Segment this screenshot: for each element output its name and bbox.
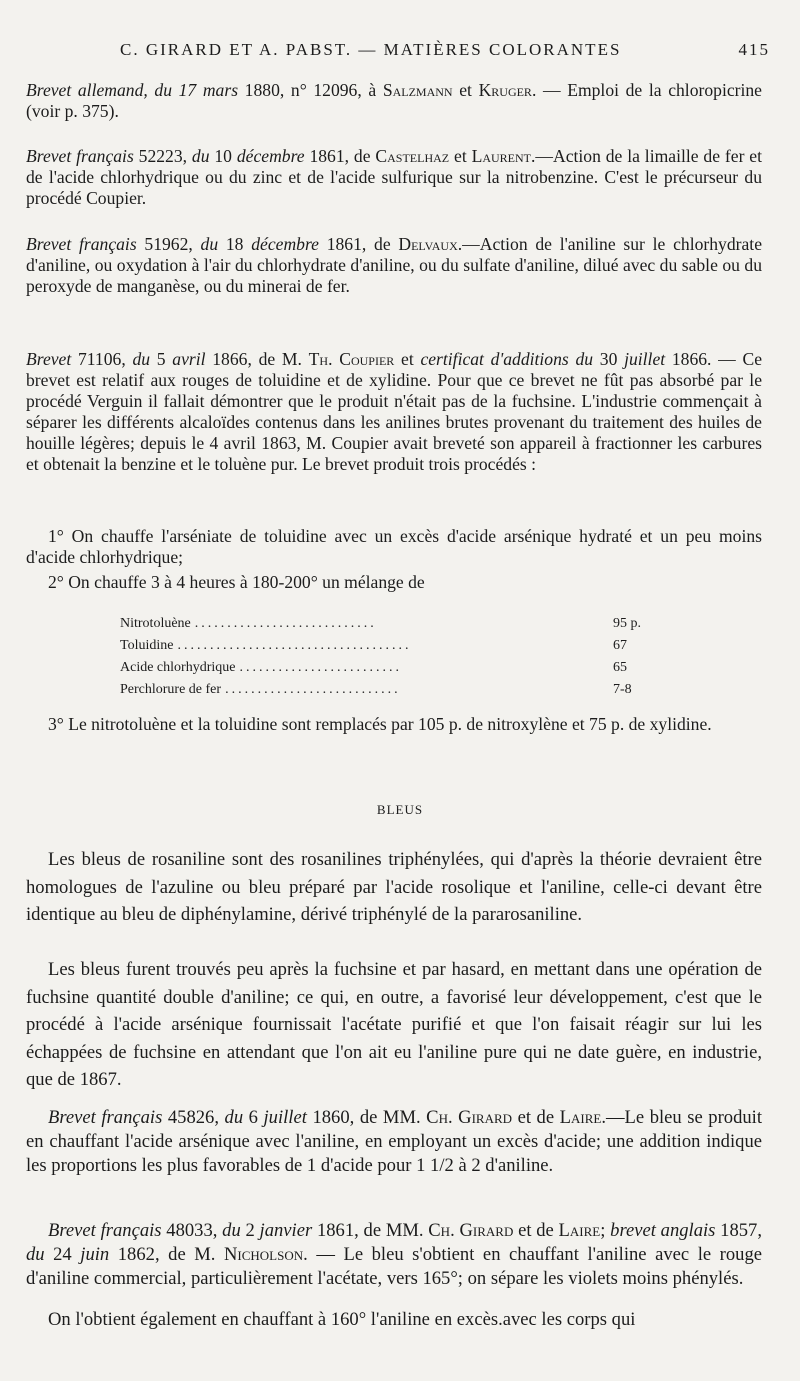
patent-text: . — Le bleu s'obtient en chauffant l'aniline avec le rouge d'aniline commercial, particulièrement l'acétate, vers 165°; on sépare les violets moins phénylés. <box>26 1244 762 1289</box>
patent-text: 51962, <box>136 234 201 254</box>
patent-text: et de <box>513 1220 559 1241</box>
ingredient-name: Toluidine <box>120 638 174 653</box>
patent-text: .—Le bleu se produit en chauffant l'acide arsénique avec l'aniline, en employant un excès d'acide; une addition indique les proportions les plus favorables de 1 d'acide pour 1 1/2 à 2 d'aniline. <box>26 1107 762 1176</box>
patent-text: 30 <box>593 349 625 369</box>
continuation-paragraph: On l'obtient également en chauffant à 160° l'aniline en excès.avec les corps qui <box>48 1309 636 1330</box>
patentee-name: Delvaux <box>398 234 458 254</box>
patent-text: . — Emploi de la chloropicrine (voir p. 375). <box>26 80 762 121</box>
procedure-item-3: 3° Le nitrotoluène et la toluidine sont remplacés par 105 p. de nitroxylène et 75 p. de xylidine. <box>48 714 712 734</box>
patent-text: et <box>449 146 472 166</box>
patent-text: juin <box>80 1244 110 1265</box>
patent-text: 24 <box>44 1244 81 1265</box>
patent-text: juillet <box>263 1107 307 1128</box>
patent-text: 1861, de <box>304 146 376 166</box>
patent-text: 1866. — Ce brevet est relatif aux rouges de toluidine et de xylidine. Pour que ce brevet ne fût pas absorbé par le procédé Verguin il fallait démontrer que le produit n'était pas de la fuchsine. L'industrie commençait à séparer les différents alcaloïdes contenus dans les anilines brutes provenant du traitement des huiles de houille légères; depuis le 4 avril 1863, M. Coupier avait breveté son appareil à fractionner les carbures et obtenait la benzine et le toluène pur. Le brevet produit trois procédés : <box>26 349 763 474</box>
patent-text: .—Action de la limaille de fer et de l'acide chlorhydrique ou du zinc et de l'acide sulfurique sur la nitrobenzine. C'est le précurseur du procédé Coupier. <box>26 146 762 208</box>
section-paragraph-2: Les bleus furent trouvés peu après la fuchsine et par hasard, en mettant dans une opération de fuchsine quantité double d'aniline; ce qui, en outre, a favorisé leur développement, c'est que le procédé à l'acide arsénique fournissait l'acétate purifié et que l'on faisait réagir sur lui les échappées de fuchsine en attendant que l'on ait eu l'aniline pure qui ne date guère, en industrie, que de 1867. <box>26 959 762 1090</box>
patent-text: 18 <box>218 234 252 254</box>
table-row <box>120 679 665 701</box>
patent-entry-girard-1861 <box>26 1219 762 1291</box>
patent-label: Brevet français <box>48 1220 162 1241</box>
patent-text: avril <box>172 349 206 369</box>
patent-text: 6 <box>243 1107 264 1128</box>
page-number: 415 <box>738 40 770 59</box>
patent-text: 1860, de MM. <box>306 1107 427 1128</box>
procedure-item-2: 2° On chauffe 3 à 4 heures à 180-200° un mélange de <box>48 572 425 592</box>
ingredient-quantity: 65 <box>613 660 627 675</box>
patent-text: 48033, <box>161 1220 223 1241</box>
patent-text: 2 <box>240 1220 260 1241</box>
patent-text: décembre <box>251 234 319 254</box>
patent-text: brevet anglais <box>610 1220 716 1241</box>
patent-text: 10 <box>209 146 237 166</box>
patent-text: 52223, <box>133 146 192 166</box>
patent-text: 1880, n° 12096, à <box>238 80 383 100</box>
section-paragraph-1: Les bleus de rosaniline sont des rosanilines triphénylées, qui d'après la théorie devraient être homologues de l'azuline ou bleu préparé par l'acide rosolique et l'aniline, celle-ci devant être identique au bleu de diphénylamine, dérivé triphénylé de la pararosaniline. <box>26 849 762 925</box>
patentee-name: Castelhaz <box>375 146 450 166</box>
patent-text: et de <box>512 1107 560 1128</box>
patentee-name: Ch. Girard <box>428 1220 514 1241</box>
patent-entry-castelhaz <box>26 146 762 209</box>
patent-text: 71106, <box>71 349 133 369</box>
patent-text: 1857, <box>715 1220 762 1241</box>
patent-text: et <box>452 80 479 100</box>
patentee-name: Kruger <box>478 80 532 100</box>
patent-text: 1861, de MM. <box>312 1220 429 1241</box>
patent-text: du <box>224 1107 244 1128</box>
patent-text: janvier <box>259 1220 313 1241</box>
patent-label: Brevet français <box>26 234 137 254</box>
patent-text: 45826, <box>162 1107 225 1128</box>
patentee-name: Laire <box>558 1220 601 1241</box>
patent-text: du <box>191 146 210 166</box>
leader-dots: ......................... <box>239 660 402 675</box>
leader-dots: ........................... <box>225 682 401 697</box>
patent-entry-coupier <box>26 349 762 475</box>
leader-dots: .................................... <box>177 638 412 653</box>
patent-entry-girard-1860 <box>26 1106 762 1178</box>
patent-text: 5 <box>150 349 173 369</box>
patentee-name: Salzmann <box>382 80 453 100</box>
ingredient-name: Perchlorure de fer <box>120 682 222 697</box>
patent-text: du <box>132 349 151 369</box>
section-heading: BLEUS <box>376 802 424 817</box>
patent-label: Brevet français <box>48 1107 163 1128</box>
patentee-name: Nicholson <box>223 1244 304 1265</box>
patent-entry-delvaux <box>26 234 762 297</box>
patent-label: Brevet allemand, du 17 mars <box>26 80 239 100</box>
patentee-name: Laire <box>559 1107 602 1128</box>
patentee-name: Th. Coupier <box>308 349 395 369</box>
table-row <box>120 613 665 635</box>
patent-text: 1862, de M. <box>109 1244 224 1265</box>
running-title: C. GIRARD ET A. PABST. — MATIÈRES COLORANTES <box>120 40 622 59</box>
patent-text: du <box>26 1244 45 1265</box>
patent-text: décembre <box>236 146 305 166</box>
recipe-table <box>120 613 665 701</box>
patent-text: 1861, de <box>318 234 399 254</box>
table-row <box>120 657 665 679</box>
patent-text: ; <box>600 1220 611 1241</box>
patent-text: et <box>394 349 421 369</box>
table-row <box>120 635 665 657</box>
patent-text: .—Action de l'aniline sur le chlorhydrate d'aniline, ou oxydation à l'air du chlorhydrate d'aniline, ou du sulfate d'aniline, dilué avec du sable ou du peroxyde de manganèse, ou du minerai de fer. <box>26 234 762 296</box>
ingredient-quantity: 95 p. <box>613 616 641 631</box>
leader-dots: ............................ <box>194 616 377 631</box>
patent-label: Brevet <box>26 349 72 369</box>
ingredient-quantity: 67 <box>613 638 627 653</box>
patent-text: certificat d'additions du <box>420 349 594 369</box>
patent-text: du <box>222 1220 241 1241</box>
ingredient-quantity: 7-8 <box>613 682 632 697</box>
patent-text: du <box>200 234 219 254</box>
patentee-name: Laurent <box>471 146 532 166</box>
ingredient-name: Acide chlorhydrique <box>120 660 236 675</box>
ingredient-name: Nitrotoluène <box>120 616 191 631</box>
procedure-item-1: 1° On chauffe l'arséniate de toluidine avec un excès d'acide arsénique hydraté et un peu moins d'acide chlorhydrique; <box>26 526 762 567</box>
patent-text: 1866, de M. <box>205 349 309 369</box>
patent-label: Brevet français <box>26 146 134 166</box>
patent-entry-salzmann <box>26 80 762 122</box>
patentee-name: Ch. Girard <box>426 1107 513 1128</box>
patent-text: juillet <box>624 349 666 369</box>
